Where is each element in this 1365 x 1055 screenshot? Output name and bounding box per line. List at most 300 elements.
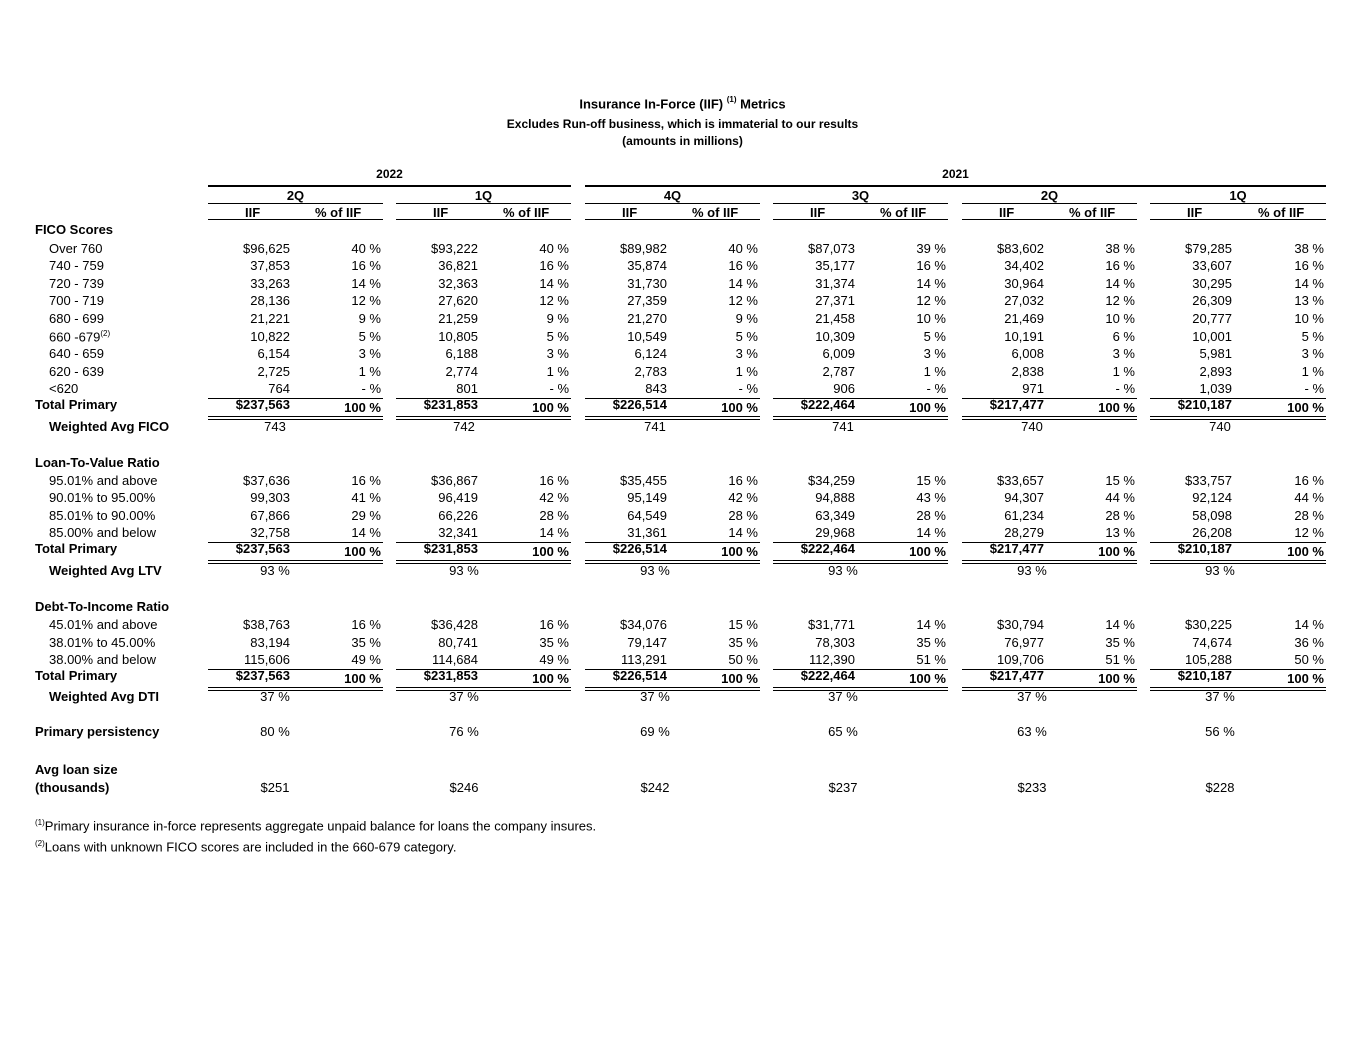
footnote: $^{(1)}$Primary insurance in-force represents aggregate unpaid balance for loans the company insures. — [35, 818, 597, 834]
avg-loan-value: $246 — [449, 780, 479, 795]
iif-value: 21,458 — [815, 311, 855, 326]
total-pct-value: 100 % — [721, 544, 758, 559]
report-subtitle: Excludes Run-off business, which is immaterial to our results — [506, 117, 859, 131]
quarter-underline — [962, 203, 1137, 204]
iif-value: 79,147 — [627, 635, 667, 650]
pct-value: 12 % — [728, 293, 758, 308]
pct-value: 5 % — [546, 329, 569, 344]
quarter-header: 2Q — [286, 188, 305, 203]
total-iif-value: $222,464 — [800, 668, 855, 683]
pct-value: 51 % — [916, 652, 946, 667]
iif-value: 21,270 — [627, 311, 667, 326]
iif-value: $96,625 — [243, 241, 290, 256]
total-pct-value: 100 % — [532, 544, 569, 559]
pct-value: 9 % — [358, 311, 381, 326]
iif-value: 31,374 — [815, 276, 855, 291]
weighted-average-value: 743 — [264, 419, 286, 434]
iif-value: 36,821 — [438, 258, 478, 273]
pct-value: 3 % — [1112, 346, 1135, 361]
pct-value: 49 % — [351, 652, 381, 667]
total-pct-value: 100 % — [1098, 400, 1135, 415]
row-label: 38.00% and below — [49, 652, 156, 667]
pct-value: 16 % — [916, 258, 946, 273]
iif-value: 2,783 — [634, 364, 667, 379]
quarter-header: 2Q — [1040, 188, 1059, 203]
iif-value: 64,549 — [627, 508, 667, 523]
pct-value: 1 % — [1112, 364, 1135, 379]
pct-value: 13 % — [1105, 525, 1135, 540]
pct-value: 16 % — [351, 617, 381, 632]
weighted-average-value: 37 % — [1017, 689, 1047, 704]
pct-value: 16 % — [1294, 473, 1324, 488]
iif-value: 843 — [645, 381, 667, 396]
pct-value: - % — [361, 381, 381, 396]
avg-loan-label: Avg loan size — [35, 762, 118, 777]
quarter-header: 1Q — [474, 188, 493, 203]
row-label: 640 - 659 — [49, 346, 104, 361]
column-header-iif: IIF — [622, 205, 638, 220]
quarter-header: 1Q — [1229, 188, 1247, 203]
pct-value: 28 % — [728, 508, 758, 523]
pct-value: 16 % — [728, 473, 758, 488]
section-title: Debt-To-Income Ratio — [35, 599, 170, 614]
iif-value: 34,402 — [1004, 258, 1044, 273]
iif-value: 6,009 — [822, 346, 855, 361]
weighted-average-value: 740 — [1209, 419, 1231, 434]
section-title: FICO Scores — [35, 222, 114, 237]
pct-value: - % — [1115, 381, 1135, 396]
pct-value: 14 % — [916, 525, 946, 540]
total-iif-value: $222,464 — [800, 397, 855, 412]
pct-value: 14 % — [728, 525, 758, 540]
avg-loan-units-label: (thousands) — [35, 780, 110, 795]
weighted-average-label: Weighted Avg FICO — [49, 419, 170, 434]
pct-value: 14 % — [1105, 276, 1135, 291]
iif-value: 30,295 — [1192, 276, 1232, 291]
pct-value: 40 % — [539, 241, 569, 256]
iif-value: $87,073 — [808, 241, 855, 256]
total-iif-value: $226,514 — [612, 668, 667, 683]
iif-value: 67,866 — [250, 508, 290, 523]
total-pct-value: 100 % — [344, 400, 381, 415]
total-iif-value: $210,187 — [1177, 397, 1232, 412]
row-label: 95.01% and above — [49, 473, 158, 488]
pct-value: 14 % — [728, 276, 758, 291]
weighted-average-value: 37 % — [449, 689, 479, 704]
iif-value: $35,455 — [620, 473, 667, 488]
iif-value: 10,549 — [627, 329, 667, 344]
pct-value: 14 % — [1105, 617, 1135, 632]
column-header-pct: % of IIF — [1069, 205, 1116, 220]
iif-value: 32,341 — [438, 525, 478, 540]
pct-value: 36 % — [1294, 635, 1324, 650]
pct-value: - % — [738, 381, 758, 396]
pct-value: 38 % — [1105, 241, 1135, 256]
iif-value: 10,805 — [438, 329, 478, 344]
pct-value: 10 % — [916, 311, 946, 326]
row-label: 38.01% to 45.00% — [49, 635, 156, 650]
row-label: 85.00% and below — [49, 525, 156, 540]
pct-value: 16 % — [1294, 258, 1324, 273]
row-label: 720 - 739 — [49, 276, 104, 291]
iif-value: $89,982 — [620, 241, 667, 256]
iif-value: $36,428 — [431, 617, 478, 632]
iif-value: 80,741 — [438, 635, 478, 650]
iif-value: 6,154 — [257, 346, 290, 361]
iif-value: 6,008 — [1011, 346, 1044, 361]
iif-value: 31,361 — [627, 525, 667, 540]
column-header-underline — [1150, 219, 1326, 220]
pct-value: 28 % — [539, 508, 569, 523]
pct-value: 12 % — [1294, 525, 1324, 540]
quarter-underline — [396, 203, 571, 204]
quarter-underline — [585, 203, 760, 204]
iif-value: 33,607 — [1192, 258, 1232, 273]
pct-value: 5 % — [358, 329, 381, 344]
quarter-underline — [773, 203, 948, 204]
pct-value: 14 % — [351, 525, 381, 540]
pct-value: 12 % — [916, 293, 946, 308]
avg-loan-value: $251 — [260, 780, 290, 795]
pct-value: - % — [1304, 381, 1324, 396]
pct-value: 40 % — [351, 241, 381, 256]
total-pct-value: 100 % — [532, 400, 569, 415]
pct-value: 29 % — [351, 508, 381, 523]
iif-value: 801 — [456, 381, 478, 396]
total-pct-value: 100 % — [1287, 400, 1324, 415]
iif-value: $34,259 — [808, 473, 855, 488]
row-label: Over 760 — [49, 241, 103, 256]
pct-value: 40 % — [728, 241, 758, 256]
pct-value: 35 % — [1105, 635, 1135, 650]
pct-value: 16 % — [351, 473, 381, 488]
iif-value: 74,674 — [1192, 635, 1232, 650]
pct-value: 35 % — [539, 635, 569, 650]
total-iif-value: $217,477 — [989, 541, 1044, 556]
avg-loan-value: $237 — [828, 780, 858, 795]
persistency-label: Primary persistency — [35, 724, 160, 739]
pct-value: 42 % — [728, 490, 758, 505]
report-title: Insurance In-Force (IIF) $^{(1)}$ Metrics — [579, 95, 786, 112]
pct-value: 44 % — [1105, 490, 1135, 505]
iif-value: 66,226 — [438, 508, 478, 523]
total-pct-value: 100 % — [1287, 671, 1324, 686]
iif-value: 105,288 — [1185, 652, 1232, 667]
iif-value: 6,188 — [445, 346, 478, 361]
pct-value: 15 % — [728, 617, 758, 632]
iif-value: 96,419 — [438, 490, 478, 505]
iif-value: 21,221 — [250, 311, 290, 326]
year-header-2022: 2022 — [376, 167, 403, 181]
column-header-pct: % of IIF — [1258, 205, 1305, 220]
iif-value: 27,371 — [815, 293, 855, 308]
row-label: 660 -679$^{(2)}$ — [49, 329, 111, 345]
year-underline — [208, 185, 571, 187]
footnote: $^{(2)}$Loans with unknown FICO scores are included in the 660-679 category. — [35, 839, 457, 855]
pct-value: 3 % — [923, 346, 946, 361]
total-iif-value: $231,853 — [423, 668, 478, 683]
pct-value: 3 % — [358, 346, 381, 361]
quarter-underline — [1150, 203, 1326, 204]
persistency-value: 65 % — [828, 724, 858, 739]
row-label: 740 - 759 — [49, 258, 104, 273]
iif-value: 21,469 — [1004, 311, 1044, 326]
column-header-iif: IIF — [999, 205, 1015, 220]
iif-value: 10,309 — [815, 329, 855, 344]
pct-value: 5 % — [735, 329, 758, 344]
iif-value: 20,777 — [1192, 311, 1232, 326]
column-header-underline — [773, 219, 948, 220]
pct-value: 41 % — [351, 490, 381, 505]
total-pct-value: 100 % — [909, 671, 946, 686]
pct-value: 16 % — [539, 258, 569, 273]
iif-value: 1,039 — [1199, 381, 1232, 396]
total-iif-value: $217,477 — [989, 668, 1044, 683]
pct-value: 43 % — [916, 490, 946, 505]
iif-value: 109,706 — [997, 652, 1044, 667]
column-header-underline — [962, 219, 1137, 220]
persistency-value: 69 % — [640, 724, 670, 739]
persistency-value: 76 % — [449, 724, 479, 739]
iif-value: 92,124 — [1192, 490, 1232, 505]
iif-value: 27,620 — [438, 293, 478, 308]
pct-value: 16 % — [539, 473, 569, 488]
iif-value: 5,981 — [1199, 346, 1232, 361]
weighted-average-value: 37 % — [1205, 689, 1235, 704]
total-pct-value: 100 % — [344, 671, 381, 686]
total-iif-value: $226,514 — [612, 541, 667, 556]
pct-value: 12 % — [1105, 293, 1135, 308]
total-iif-value: $231,853 — [423, 397, 478, 412]
iif-value: 94,888 — [815, 490, 855, 505]
total-label: Total Primary — [35, 397, 118, 412]
avg-loan-value: $233 — [1017, 780, 1047, 795]
pct-value: 35 % — [351, 635, 381, 650]
weighted-average-value: 93 % — [449, 563, 479, 578]
persistency-value: 56 % — [1205, 724, 1235, 739]
iif-value: $37,636 — [243, 473, 290, 488]
avg-loan-value: $242 — [640, 780, 670, 795]
iif-value: 28,136 — [250, 293, 290, 308]
pct-value: 35 % — [728, 635, 758, 650]
pct-value: 50 % — [728, 652, 758, 667]
iif-value: 2,774 — [445, 364, 478, 379]
column-header-iif: IIF — [245, 205, 261, 220]
total-iif-value: $210,187 — [1177, 541, 1232, 556]
iif-value: 83,194 — [250, 635, 290, 650]
avg-loan-value: $228 — [1205, 780, 1235, 795]
pct-value: 28 % — [1105, 508, 1135, 523]
pct-value: 10 % — [1105, 311, 1135, 326]
iif-value: 2,787 — [822, 364, 855, 379]
iif-value: $36,867 — [431, 473, 478, 488]
weighted-average-value: 37 % — [640, 689, 670, 704]
iif-value: 2,838 — [1011, 364, 1044, 379]
iif-value: 32,363 — [438, 276, 478, 291]
weighted-average-value: 740 — [1021, 419, 1043, 434]
iif-value: 95,149 — [627, 490, 667, 505]
iif-value: $34,076 — [620, 617, 667, 632]
pct-value: 28 % — [916, 508, 946, 523]
pct-value: 16 % — [539, 617, 569, 632]
row-label: 680 - 699 — [49, 311, 104, 326]
row-label: 85.01% to 90.00% — [49, 508, 156, 523]
iif-value: 61,234 — [1004, 508, 1044, 523]
pct-value: 1 % — [546, 364, 569, 379]
total-pct-value: 100 % — [1287, 544, 1324, 559]
pct-value: 14 % — [916, 617, 946, 632]
iif-value: 29,968 — [815, 525, 855, 540]
pct-value: 14 % — [351, 276, 381, 291]
total-iif-value: $226,514 — [612, 397, 667, 412]
column-header-pct: % of IIF — [692, 205, 739, 220]
pct-value: 3 % — [546, 346, 569, 361]
pct-value: 42 % — [539, 490, 569, 505]
iif-value: 27,032 — [1004, 293, 1044, 308]
column-header-iif: IIF — [810, 205, 826, 220]
iif-value: 94,307 — [1004, 490, 1044, 505]
weighted-average-value: 93 % — [828, 563, 858, 578]
pct-value: 14 % — [916, 276, 946, 291]
iif-value: 32,758 — [250, 525, 290, 540]
iif-value: 10,822 — [250, 329, 290, 344]
iif-value: 31,730 — [627, 276, 667, 291]
iif-value: 26,208 — [1192, 525, 1232, 540]
pct-value: 1 % — [1301, 364, 1324, 379]
total-iif-value: $237,563 — [235, 397, 290, 412]
column-header-pct: % of IIF — [315, 205, 362, 220]
pct-value: 12 % — [351, 293, 381, 308]
total-pct-value: 100 % — [1098, 544, 1135, 559]
weighted-average-value: 37 % — [260, 689, 290, 704]
year-header-2021: 2021 — [942, 167, 969, 181]
weighted-average-value: 741 — [644, 419, 666, 434]
pct-value: 44 % — [1294, 490, 1324, 505]
total-pct-value: 100 % — [909, 544, 946, 559]
quarter-header: 3Q — [851, 188, 870, 203]
pct-value: 16 % — [351, 258, 381, 273]
persistency-value: 80 % — [260, 724, 290, 739]
weighted-average-value: 93 % — [1017, 563, 1047, 578]
pct-value: 13 % — [1294, 293, 1324, 308]
pct-value: 51 % — [1105, 652, 1135, 667]
total-iif-value: $222,464 — [800, 541, 855, 556]
total-iif-value: $237,563 — [235, 668, 290, 683]
iif-value: 35,874 — [627, 258, 667, 273]
iif-value: 6,124 — [634, 346, 667, 361]
pct-value: 3 % — [1301, 346, 1324, 361]
persistency-value: 63 % — [1017, 724, 1047, 739]
pct-value: 3 % — [735, 346, 758, 361]
pct-value: 12 % — [539, 293, 569, 308]
iif-value: 113,291 — [620, 652, 667, 667]
iif-value: $30,794 — [997, 617, 1044, 632]
weighted-average-value: 741 — [832, 419, 854, 434]
iif-value: 63,349 — [815, 508, 855, 523]
row-label: 620 - 639 — [49, 364, 104, 379]
iif-value: $79,285 — [1185, 241, 1232, 256]
iif-value: $83,602 — [997, 241, 1044, 256]
iif-value: 2,893 — [1199, 364, 1232, 379]
pct-value: 35 % — [916, 635, 946, 650]
weighted-average-value: 93 % — [260, 563, 290, 578]
pct-value: 14 % — [539, 276, 569, 291]
weighted-average-value: 93 % — [640, 563, 670, 578]
column-header-pct: % of IIF — [880, 205, 927, 220]
iif-value: 21,259 — [438, 311, 478, 326]
pct-value: 15 % — [916, 473, 946, 488]
column-header-iif: IIF — [433, 205, 449, 220]
iif-value: 37,853 — [250, 258, 290, 273]
iif-value: 2,725 — [257, 364, 290, 379]
iif-value: 10,191 — [1004, 329, 1044, 344]
pct-value: 5 % — [923, 329, 946, 344]
total-pct-value: 100 % — [721, 400, 758, 415]
iif-value: 28,279 — [1004, 525, 1044, 540]
pct-value: 1 % — [923, 364, 946, 379]
iif-value: 10,001 — [1192, 329, 1232, 344]
iif-value: $30,225 — [1185, 617, 1232, 632]
pct-value: 15 % — [1105, 473, 1135, 488]
year-underline — [585, 185, 1326, 187]
weighted-average-label: Weighted Avg DTI — [49, 689, 160, 704]
total-label: Total Primary — [35, 541, 118, 556]
pct-value: 50 % — [1294, 652, 1324, 667]
total-iif-value: $237,563 — [235, 541, 290, 556]
iif-value: 115,606 — [243, 652, 290, 667]
iif-value: 78,303 — [815, 635, 855, 650]
iif-value: 30,964 — [1004, 276, 1044, 291]
weighted-average-label: Weighted Avg LTV — [49, 563, 162, 578]
iif-value: 76,977 — [1004, 635, 1044, 650]
report-units: (amounts in millions) — [622, 134, 743, 148]
pct-value: 38 % — [1294, 241, 1324, 256]
iif-value: $38,763 — [243, 617, 290, 632]
iif-value: 114,684 — [431, 652, 478, 667]
iif-value: 99,303 — [250, 490, 290, 505]
pct-value: 39 % — [916, 241, 946, 256]
pct-value: 28 % — [1294, 508, 1324, 523]
pct-value: 49 % — [539, 652, 569, 667]
weighted-average-value: 37 % — [828, 689, 858, 704]
iif-value: 906 — [833, 381, 855, 396]
column-header-underline — [396, 219, 571, 220]
iif-value: 33,263 — [250, 276, 290, 291]
row-label: 700 - 719 — [49, 293, 104, 308]
pct-value: 9 % — [735, 311, 758, 326]
column-header-underline — [585, 219, 760, 220]
pct-value: 6 % — [1112, 329, 1135, 344]
iif-value: 112,390 — [808, 652, 855, 667]
weighted-average-value: 93 % — [1205, 563, 1235, 578]
total-pct-value: 100 % — [1098, 671, 1135, 686]
iif-value: 764 — [268, 381, 290, 396]
pct-value: 10 % — [1294, 311, 1324, 326]
pct-value: 14 % — [1294, 617, 1324, 632]
pct-value: 14 % — [1294, 276, 1324, 291]
iif-value: 58,098 — [1192, 508, 1232, 523]
total-iif-value: $231,853 — [423, 541, 478, 556]
pct-value: 16 % — [1105, 258, 1135, 273]
weighted-average-value: 742 — [453, 419, 475, 434]
pct-value: 1 % — [735, 364, 758, 379]
pct-value: 14 % — [539, 525, 569, 540]
total-iif-value: $217,477 — [989, 397, 1044, 412]
quarter-header: 4Q — [663, 188, 682, 203]
total-iif-value: $210,187 — [1177, 668, 1232, 683]
pct-value: - % — [926, 381, 946, 396]
pct-value: 5 % — [1301, 329, 1324, 344]
